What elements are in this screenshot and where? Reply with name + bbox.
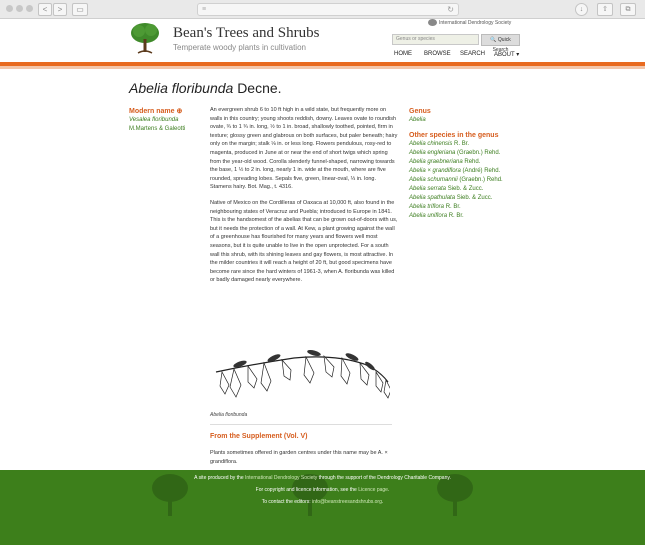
species-author: (Graebn.) Rehd. (457, 150, 501, 156)
reload-icon[interactable]: ↻ (447, 5, 454, 14)
site-footer (0, 470, 645, 545)
tabs-icon[interactable]: ⧉ (620, 3, 636, 16)
title-species: Abelia floribunda (129, 80, 234, 96)
modern-name-heading[interactable]: Modern name ⊕ (129, 108, 183, 115)
society-link[interactable] (428, 19, 511, 27)
nav-home[interactable]: HOME (394, 51, 412, 57)
species-name: Abelia × grandiflora (409, 168, 461, 174)
species-author: (Graebn.) Rehd. (459, 177, 503, 183)
search-input[interactable]: Genus or species (392, 34, 479, 45)
footer-text: A site produced by the (194, 475, 245, 481)
species-link[interactable] (409, 212, 529, 221)
footer-text: . (387, 487, 390, 493)
description-paragraph: An evergreen shrub 6 to 10 ft high in a wild state, but frequently more on walls in this country; young shoots reddish, downy. Leaves ovate to roundish ovate, ¾ to 1 ¾ in. long, ½ to 1 in. broad, shallowly toothed, pointed, firm in texture; glossy green and glabrous on both surfaces, but paler beneath; hairy only on the margin; stalk ⅛ in. or less long. Flowers pendulous, rosy-red to magenta, produced in June at or near the end of short twigs which spring from the year-old wood. Corolla slenderly funnel-shaped, narrowing towards the base, 1 ½ to 2 in. long, nearly 1 in. wide at the mouth, where are five rounded, spreading lobes. Sepals five, green, linear-oval, ⅓ in. long. Stamens hairy. Bot. Mag., t. 4316. (210, 107, 398, 191)
email-link[interactable]: info@beanstreesandshrubs.org (312, 499, 382, 505)
footer-text: For copyright and licence information, see the (255, 487, 359, 493)
supplement-heading: From the Supplement (Vol. V) (210, 433, 308, 440)
quick-search-button[interactable]: 🔍 Quick Search (481, 34, 520, 46)
licence-link[interactable]: Licence page (358, 487, 388, 493)
species-name: Abelia chinensis (409, 141, 453, 147)
species-author: Rehd. (464, 159, 481, 165)
modern-name-author[interactable]: M.Martens & Galeotti (129, 126, 186, 132)
nav-browse[interactable]: BROWSE (424, 51, 451, 57)
species-name: Abelia uniflora (409, 213, 448, 219)
species-link[interactable] (409, 203, 529, 212)
species-author: R. Br. (448, 213, 464, 219)
header-accent-shadow (0, 66, 645, 69)
supplement-text: Plants sometimes offered in garden centres under this name may be A. × grandiflora. (210, 450, 388, 465)
title-author: Decne. (237, 80, 282, 96)
species-name: Abelia triflora (409, 204, 445, 210)
footer-licence (0, 487, 645, 493)
society-logo-icon (428, 19, 437, 26)
description-paragraph: Native of Mexico on the Cordilleras of Oaxaca at 10,000 ft, also found in the neighbouring states of Veracruz and Puebla; introduced to Europe in 1841. This is the handsomest of the abelias that can be grown out-of-doors with us, but it needs the protection of a wall. At Kew, a plant growing against the wall of a greenhouse has flourished for many years and flowers well most seasons, but it is quite unable to live in the open unprotected. For a south wall this shrub, with its shining leaves and gay flowers, is most attractive. In the milder countries it will reach a height of 20 ft, but good specimens have become rare since the hard winters of 1961-3, when A. floribunda was killed or badly damaged nearly everywhere. (210, 199, 398, 284)
species-author: R. Br. (454, 141, 470, 147)
species-link[interactable] (409, 176, 529, 185)
genus-heading: Genus (409, 108, 431, 115)
minimize-window-button[interactable] (16, 5, 23, 12)
species-link[interactable] (409, 140, 529, 149)
genus-panel (409, 107, 529, 221)
divider (210, 424, 392, 425)
ids-link[interactable]: International Dendrology Society (245, 475, 318, 481)
share-icon[interactable]: ⇧ (597, 3, 613, 16)
download-icon[interactable]: ↓ (575, 3, 588, 16)
species-link[interactable] (409, 158, 529, 167)
sidebar-icon[interactable]: ▭ (72, 3, 88, 16)
nav-search[interactable]: SEARCH (460, 51, 486, 57)
species-author: Sieb. & Zucc. (447, 186, 484, 192)
footer-text: . (381, 499, 384, 505)
species-link[interactable] (409, 185, 529, 194)
species-name: Abelia graebneriana (409, 159, 463, 165)
species-author: (André) Rehd. (462, 168, 501, 174)
botanical-illustration (214, 328, 390, 408)
species-name: Abelia spathulata (409, 195, 456, 201)
footer-text: To contact the editors: (261, 499, 313, 505)
modern-name-panel (129, 107, 204, 134)
species-link[interactable] (409, 194, 529, 203)
species-name: Abelia serrata (409, 186, 447, 192)
menu-lines-icon: ≡ (202, 6, 207, 13)
forward-button[interactable]: > (53, 3, 67, 16)
tree-logo-icon[interactable] (130, 22, 160, 56)
browser-toolbar (0, 0, 645, 19)
species-author: R. Br. (445, 204, 461, 210)
modern-name-link[interactable]: Vesalea floribunda (129, 117, 179, 123)
species-link[interactable] (409, 167, 529, 176)
footer-text: through the support of the Dendrology Charitable Company. (317, 475, 451, 481)
zoom-window-button[interactable] (26, 5, 33, 12)
address-bar[interactable] (197, 3, 459, 16)
species-name: Abelia engleriana (409, 150, 456, 156)
nav-about[interactable]: ABOUT ▾ (494, 52, 520, 58)
other-species-heading: Other species in the genus (409, 132, 499, 139)
society-label: International Dendrology Society (439, 20, 512, 26)
species-author: Sieb. & Zucc. (456, 195, 493, 201)
site-title[interactable]: Bean's Trees and Shrubs (173, 25, 320, 41)
footer-credit (0, 475, 645, 481)
genus-link[interactable]: Abelia (409, 117, 426, 123)
footer-contact (0, 499, 645, 505)
species-name: Abelia schumannii (409, 177, 458, 183)
page-title (129, 80, 282, 96)
site-tagline: Temperate woody plants in cultivation (173, 43, 306, 52)
back-button[interactable]: < (38, 3, 52, 16)
species-description (210, 106, 398, 292)
species-link[interactable] (409, 149, 529, 158)
quick-search-label: Quick Search (492, 37, 511, 53)
illustration-caption: Abelia floribunda (210, 412, 248, 418)
other-species-list (409, 140, 529, 221)
close-window-button[interactable] (6, 5, 13, 12)
